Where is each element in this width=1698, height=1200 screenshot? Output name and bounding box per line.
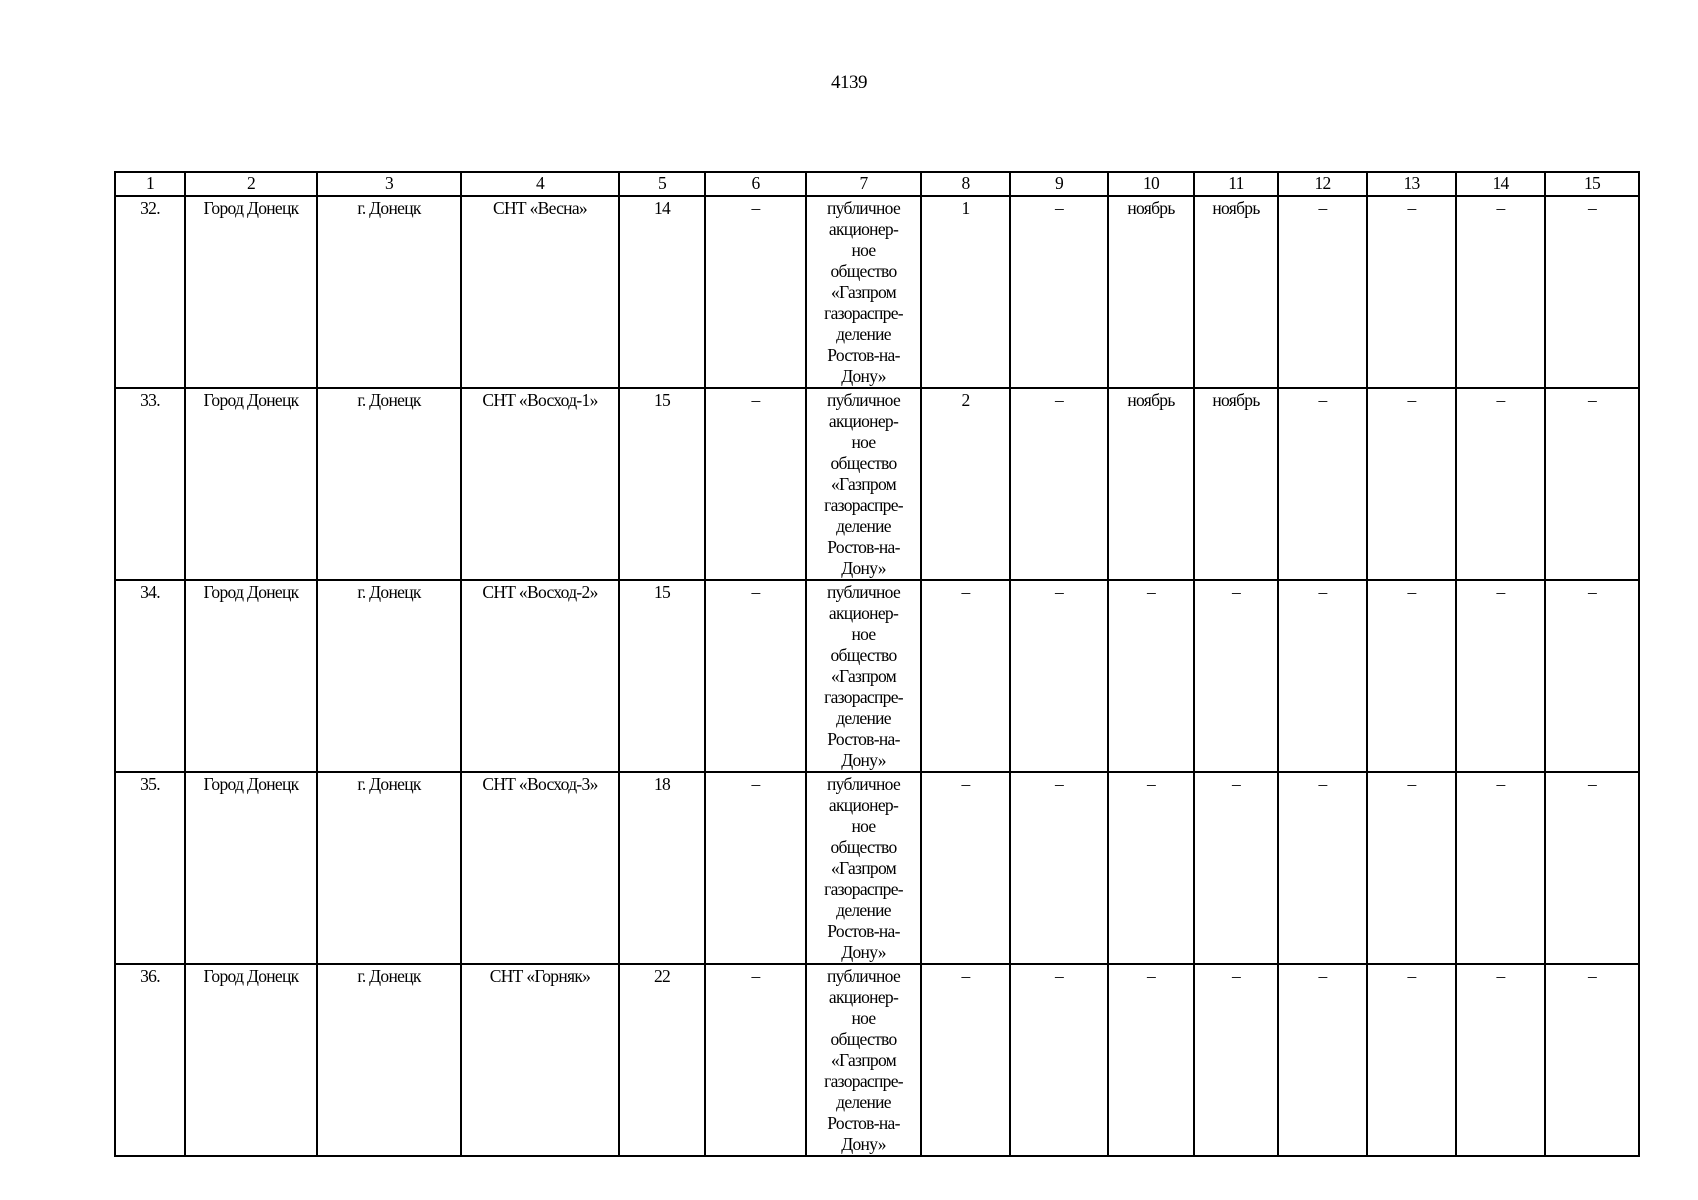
operator-line: «Газпром [830,282,897,302]
column-header: 15 [1545,172,1639,196]
settlement-cell: г. Донецк [317,772,461,964]
column-15-cell: – [1545,580,1639,772]
operator-line: «Газпром [830,858,897,878]
operator-line: общество [830,261,897,281]
operator-line: газораспре- [824,879,903,899]
municipality-cell: Город Донецк [185,964,317,1156]
column-6-cell: – [705,196,806,388]
operator-cell [806,580,921,772]
table-row [115,388,1639,580]
operator-line: акционер- [828,987,899,1007]
column-14-cell: – [1456,772,1545,964]
operator-line: публичное [826,774,901,794]
column-12-cell: – [1278,772,1367,964]
table-row [115,196,1639,388]
operator-line: деление [836,900,891,920]
operator-line: акционер- [828,219,899,239]
column-5-cell: 15 [619,388,705,580]
row-number-cell: 32. [115,196,185,388]
table-row [115,580,1639,772]
column-11-cell: – [1194,964,1278,1156]
municipality-cell: Город Донецк [185,388,317,580]
column-8-cell: – [921,580,1010,772]
operator-line: общество [830,837,897,857]
column-header: 14 [1456,172,1545,196]
column-8-cell: – [921,964,1010,1156]
column-10-cell: – [1108,964,1194,1156]
object-name-cell: СНТ «Горняк» [461,964,619,1156]
column-5-cell: 18 [619,772,705,964]
gasification-schedule-table [114,171,1640,1157]
operator-line: общество [830,645,897,665]
column-9-cell: – [1010,196,1108,388]
column-9-cell: – [1010,772,1108,964]
operator-line: деление [836,324,891,344]
column-14-cell: – [1456,196,1545,388]
column-9-cell: – [1010,964,1108,1156]
municipality-cell: Город Донецк [185,772,317,964]
column-number-row [115,172,1639,196]
operator-line: Ростов-на- [827,345,900,365]
operator-line: деление [836,516,891,536]
operator-cell [806,196,921,388]
column-header: 9 [1010,172,1108,196]
table-body [115,196,1639,1156]
operator-line: Дону» [841,558,886,578]
column-15-cell: – [1545,772,1639,964]
column-12-cell: – [1278,388,1367,580]
operator-line: общество [830,1029,897,1049]
column-header: 6 [705,172,806,196]
table-header [115,172,1639,196]
operator-line: «Газпром [830,474,897,494]
operator-line: газораспре- [824,1071,903,1091]
column-10-cell: – [1108,772,1194,964]
column-header: 7 [806,172,921,196]
municipality-cell: Город Донецк [185,196,317,388]
column-8-cell: – [921,772,1010,964]
column-header: 2 [185,172,317,196]
settlement-cell: г. Донецк [317,580,461,772]
column-header: 11 [1194,172,1278,196]
column-14-cell: – [1456,388,1545,580]
column-10-cell: ноябрь [1108,196,1194,388]
operator-cell [806,388,921,580]
object-name-cell: СНТ «Весна» [461,196,619,388]
operator-line: газораспре- [824,495,903,515]
column-header: 8 [921,172,1010,196]
operator-line: акционер- [828,411,899,431]
operator-line: акционер- [828,795,899,815]
operator-line: Дону» [841,750,886,770]
column-header: 13 [1367,172,1456,196]
operator-line: «Газпром [830,1050,897,1070]
operator-line: газораспре- [824,687,903,707]
settlement-cell: г. Донецк [317,388,461,580]
operator-line: ное [851,816,876,836]
operator-line: деление [836,1092,891,1112]
column-11-cell: – [1194,580,1278,772]
column-header: 1 [115,172,185,196]
column-header: 5 [619,172,705,196]
table-row [115,772,1639,964]
operator-line: Дону» [841,1134,886,1154]
column-5-cell: 15 [619,580,705,772]
operator-line: публичное [826,390,901,410]
operator-line: «Газпром [830,666,897,686]
operator-line: Ростов-на- [827,537,900,557]
column-header: 12 [1278,172,1367,196]
row-number-cell: 36. [115,964,185,1156]
operator-line: деление [836,708,891,728]
column-15-cell: – [1545,388,1639,580]
column-header: 4 [461,172,619,196]
column-9-cell: – [1010,580,1108,772]
column-15-cell: – [1545,964,1639,1156]
operator-line: Ростов-на- [827,921,900,941]
column-11-cell: – [1194,772,1278,964]
column-10-cell: – [1108,580,1194,772]
column-12-cell: – [1278,196,1367,388]
column-6-cell: – [705,388,806,580]
column-8-cell: 2 [921,388,1010,580]
column-5-cell: 14 [619,196,705,388]
municipality-cell: Город Донецк [185,580,317,772]
column-13-cell: – [1367,964,1456,1156]
column-14-cell: – [1456,580,1545,772]
column-13-cell: – [1367,196,1456,388]
column-11-cell: ноябрь [1194,196,1278,388]
column-11-cell: ноябрь [1194,388,1278,580]
column-8-cell: 1 [921,196,1010,388]
settlement-cell: г. Донецк [317,196,461,388]
column-10-cell: ноябрь [1108,388,1194,580]
operator-line: газораспре- [824,303,903,323]
operator-line: ное [851,432,876,452]
row-number-cell: 33. [115,388,185,580]
operator-line: публичное [826,582,901,602]
operator-line: общество [830,453,897,473]
operator-line: публичное [826,198,901,218]
operator-line: ное [851,240,876,260]
operator-cell [806,772,921,964]
column-header: 3 [317,172,461,196]
table-row [115,964,1639,1156]
object-name-cell: СНТ «Восход-3» [461,772,619,964]
object-name-cell: СНТ «Восход-2» [461,580,619,772]
operator-line: публичное [826,966,901,986]
column-12-cell: – [1278,964,1367,1156]
row-number-cell: 34. [115,580,185,772]
operator-line: Ростов-на- [827,729,900,749]
page-number: 4139 [831,72,867,93]
object-name-cell: СНТ «Восход-1» [461,388,619,580]
column-13-cell: – [1367,580,1456,772]
column-6-cell: – [705,580,806,772]
operator-line: акционер- [828,603,899,623]
column-14-cell: – [1456,964,1545,1156]
operator-line: Ростов-на- [827,1113,900,1133]
operator-line: ное [851,624,876,644]
column-6-cell: – [705,964,806,1156]
column-header: 10 [1108,172,1194,196]
row-number-cell: 35. [115,772,185,964]
operator-cell [806,964,921,1156]
column-13-cell: – [1367,388,1456,580]
operator-line: Дону» [841,366,886,386]
operator-line: ное [851,1008,876,1028]
settlement-cell: г. Донецк [317,964,461,1156]
column-5-cell: 22 [619,964,705,1156]
column-13-cell: – [1367,772,1456,964]
column-6-cell: – [705,772,806,964]
column-9-cell: – [1010,388,1108,580]
column-15-cell: – [1545,196,1639,388]
operator-line: Дону» [841,942,886,962]
column-12-cell: – [1278,580,1367,772]
